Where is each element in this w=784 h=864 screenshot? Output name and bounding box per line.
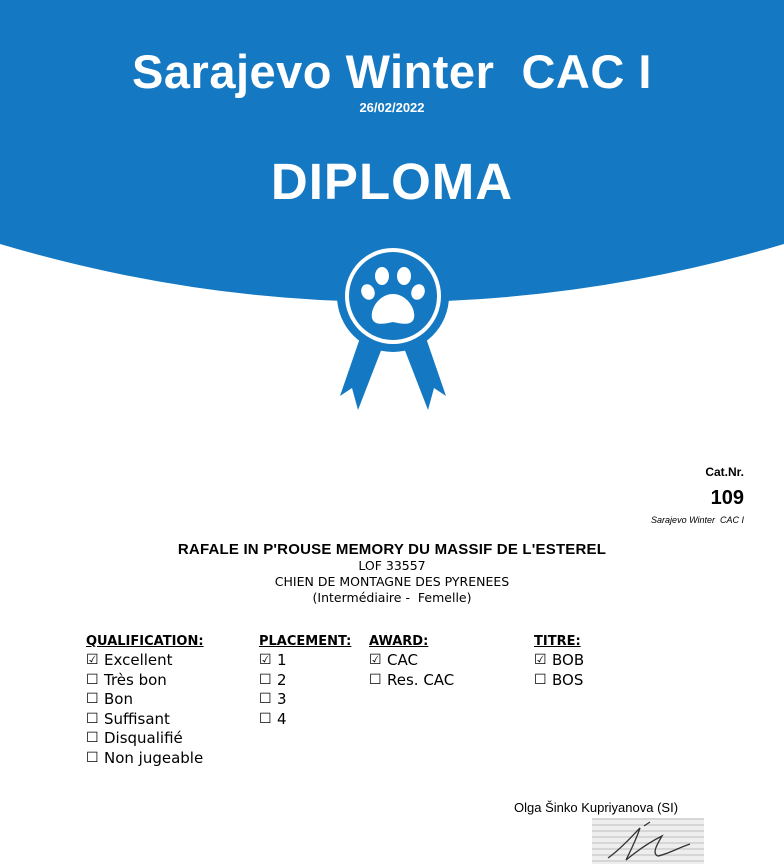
award-heading: AWARD: <box>369 634 429 649</box>
checkbox-icon: ☐ <box>259 710 272 727</box>
qualification-heading: QUALIFICATION: <box>86 634 204 649</box>
judge-name: Olga Šinko Kupriyanova (SI) <box>514 800 679 815</box>
titre-column <box>534 633 584 690</box>
checkbox-icon: ☐ <box>534 671 547 688</box>
checkbox-icon: ☑ <box>534 652 547 668</box>
event-title: Sarajevo Winter CAC I <box>132 45 652 98</box>
dog-class-sex: (Intermédiaire - Femelle) <box>312 590 472 605</box>
qualification-option-tres-bon[interactable]: ☐ Très bon <box>86 670 167 689</box>
placement-option-1[interactable]: ☑ 1 <box>259 651 287 669</box>
event-date: 26/02/2022 <box>359 100 425 115</box>
signature-icon <box>592 818 704 864</box>
checkbox-icon: ☐ <box>86 691 99 707</box>
placement-option-4[interactable]: ☐ 4 <box>259 709 287 728</box>
checkbox-icon: ☐ <box>86 671 99 688</box>
titre-option-bos[interactable]: ☐ BOS <box>534 670 584 689</box>
checkbox-icon: ☑ <box>369 652 382 668</box>
checkbox-icon: ☑ <box>86 652 99 668</box>
award-badge <box>320 238 466 418</box>
dog-registration: LOF 33557 <box>358 558 426 573</box>
checkbox-icon: ☑ <box>259 652 272 668</box>
qualification-option-excellent[interactable]: ☑ Excellent <box>86 651 173 669</box>
award-column <box>369 633 454 690</box>
qualification-option-bon[interactable]: ☐ Bon <box>86 690 133 708</box>
catalog-block <box>651 465 744 525</box>
dog-name: RAFALE IN P'ROUSE MEMORY DU MASSIF DE L'ESTEREL <box>177 541 607 558</box>
checkbox-icon: ☐ <box>259 691 272 707</box>
titre-option-bob[interactable]: ☑ BOB <box>534 651 585 669</box>
qualification-option-disqualifie[interactable]: ☐ Disqualifié <box>86 729 183 747</box>
checkbox-icon: ☐ <box>86 749 99 766</box>
placement-heading: PLACEMENT: <box>259 634 352 649</box>
award-option-cac[interactable]: ☑ CAC <box>369 651 418 669</box>
catalog-label: Cat.Nr. <box>705 465 744 479</box>
qualification-column <box>86 633 204 768</box>
checkbox-icon: ☐ <box>259 671 272 688</box>
dog-info <box>0 541 784 606</box>
checkbox-icon: ☐ <box>86 730 99 746</box>
checkbox-icon: ☐ <box>86 710 99 727</box>
placement-column <box>259 633 351 729</box>
catalog-event: Sarajevo Winter CAC I <box>651 515 744 525</box>
dog-breed: CHIEN DE MONTAGNE DES PYRENEES <box>274 574 510 589</box>
diploma-title: DIPLOMA <box>270 153 514 210</box>
award-option-res-cac[interactable]: ☐ Res. CAC <box>369 670 455 689</box>
checkbox-icon: ☐ <box>369 671 382 688</box>
catalog-number: 109 <box>710 487 744 509</box>
titre-heading: TITRE: <box>534 634 581 649</box>
qualification-option-suffisant[interactable]: ☐ Suffisant <box>86 709 170 728</box>
placement-option-2[interactable]: ☐ 2 <box>259 670 287 689</box>
qualification-option-non-jugeable[interactable]: ☐ Non jugeable <box>86 748 204 767</box>
placement-option-3[interactable]: ☐ 3 <box>259 690 287 708</box>
